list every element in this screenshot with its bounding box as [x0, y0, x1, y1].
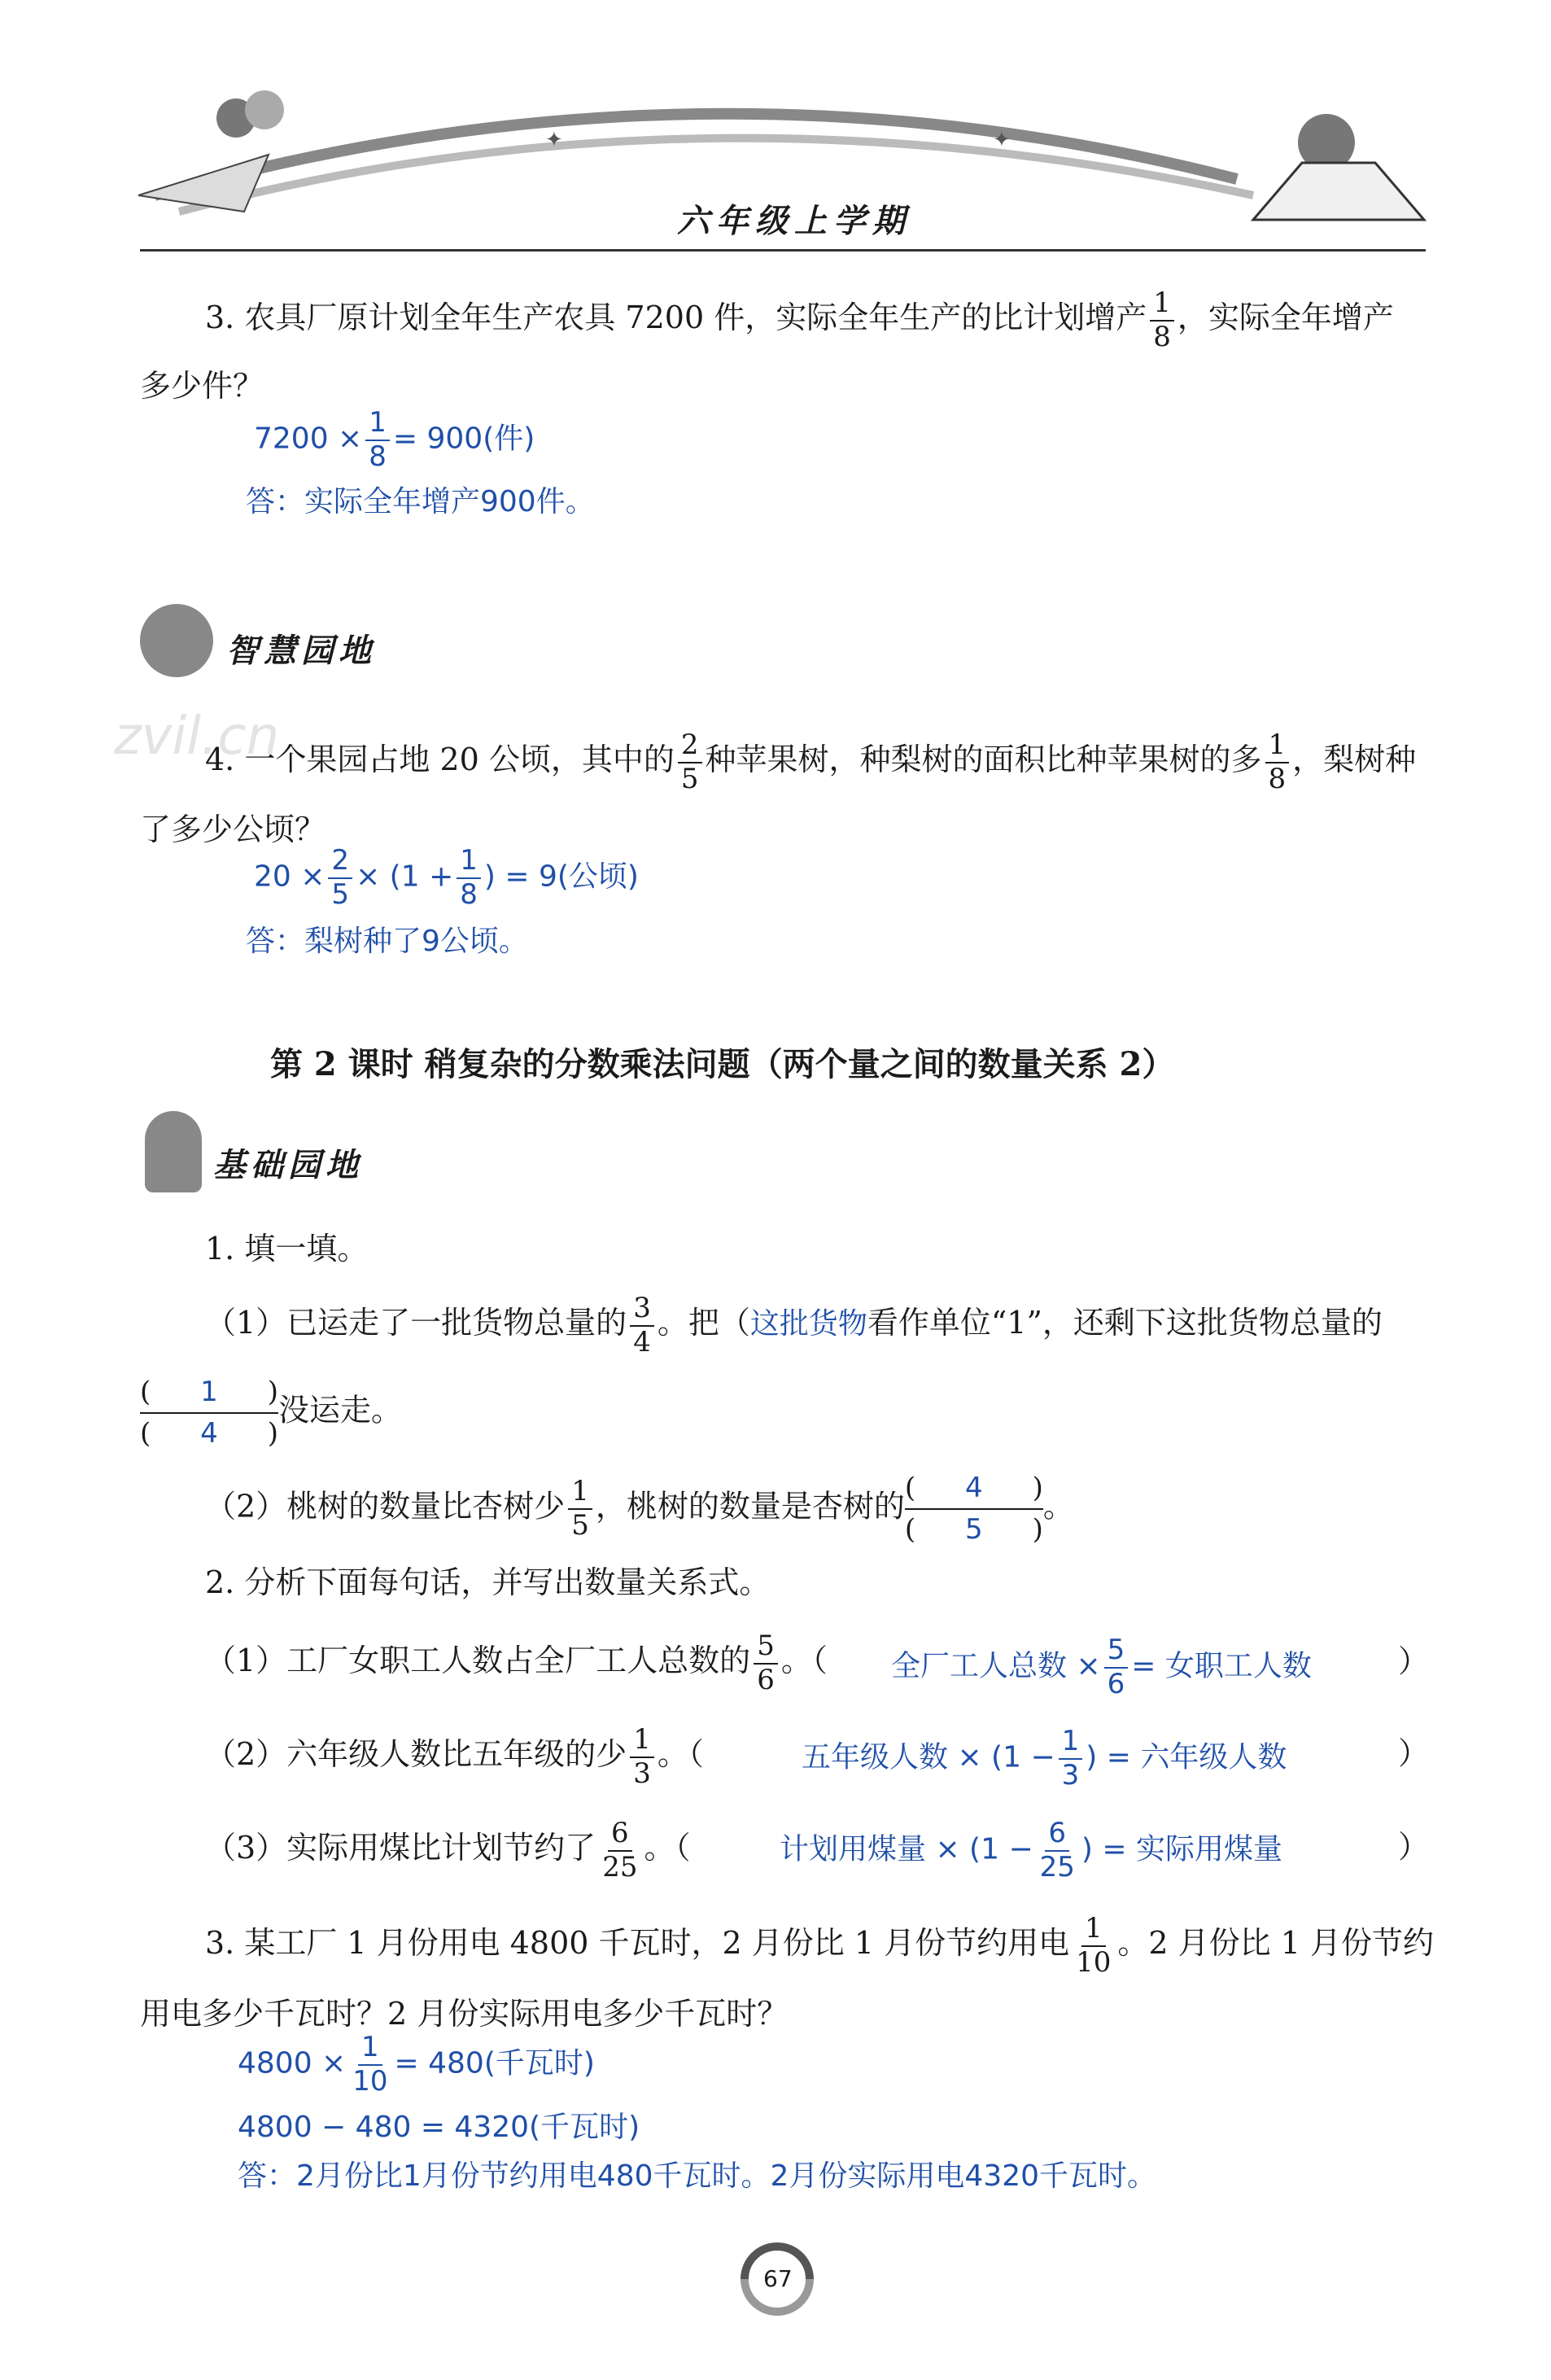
p2-r2-close: ）	[1398, 1735, 1430, 1771]
q4-calculation: 20 × $\frac{2}{5}$ × (1 + $\frac{1}{8}$ ) = 9(公顷)	[254, 844, 639, 911]
header-rule	[140, 249, 1426, 252]
boy-thinking-icon	[140, 604, 213, 677]
p2-r3-answer: 计划用煤量 × (1 − $\frac{6}{25}$ ) = 实际用煤量	[780, 1817, 1282, 1883]
p2-row-2: （2）六年级人数比五年级的少 $\frac{1}{3}$ 。（	[205, 1723, 704, 1790]
p3-calc-1: 4800 × $\frac{1}{10}$ = 480(千瓦时)	[238, 2031, 595, 2098]
q4-fraction-2: $\frac{1}{8}$	[1265, 731, 1290, 794]
p2-r1-answer-fraction: $\frac{5}{6}$	[1104, 1636, 1129, 1699]
paper-plane-icon	[138, 155, 269, 212]
p2-r3-answer-fraction: $\frac{6}{25}$	[1039, 1817, 1075, 1883]
q3-answer: 答：实际全年增产900件。	[246, 485, 595, 518]
p2-title: 2. 分析下面每句话，并写出数量关系式。	[205, 1564, 771, 1600]
p2-r3-fraction: $\frac{6}{25}$	[602, 1817, 638, 1883]
p1-title: 1. 填一填。	[205, 1231, 369, 1267]
q4-answer: 答：梨树种了9公顷。	[246, 925, 528, 958]
p1-item-2: （2）桃树的数量比杏树少 $\frac{1}{5}$ ，桃树的数量是杏树的 ( 4 ) ( 5 ) 。	[205, 1472, 1074, 1546]
page-number: 67	[763, 2265, 793, 2292]
p2-row-1: （1）工厂女职工人数占全厂工人总数的 $\frac{5}{6}$ 。（	[205, 1630, 828, 1696]
p3-answer: 答：2月份比1月份节约用电480千瓦时。2月份实际用电4320千瓦时。	[238, 2159, 1157, 2193]
jichu-section-label: 基础园地	[213, 1146, 363, 1184]
q4-calc-fraction-2: $\frac{1}{8}$	[457, 847, 481, 909]
p2-r1-close: ）	[1398, 1643, 1430, 1679]
star-icon: ✦	[545, 128, 563, 152]
boy-student-icon	[145, 1111, 202, 1192]
heart-balloon-icon-2	[245, 90, 284, 129]
question-4: 4. 一个果园占地 20 公顷，其中的 $\frac{2}{5}$ 种苹果树，种梨树的面积比种苹果树的多 $\frac{1}{8}$ ，梨树种	[205, 728, 1417, 795]
question-3	[205, 289, 1394, 352]
p1-item-1: （1）已运走了一批货物总量的 $\frac{3}{4}$ 。把（这批货物看作单位“1”，还剩下这批货物总量的	[205, 1292, 1383, 1358]
p1-s1-fraction: $\frac{3}{4}$	[630, 1294, 654, 1357]
watermark: zvil.cn	[114, 707, 280, 767]
question-p3: 3. 某工厂 1 月份用电 4800 千瓦时，2 月份比 1 月份节约用电 $\frac{1}{10}$ 。2 月份比 1 月份节约	[205, 1912, 1434, 1979]
p2-r1-fraction: $\frac{5}{6}$	[754, 1632, 778, 1695]
p1-item-1-cont	[140, 1376, 402, 1450]
p3-calc-2: 4800 − 480 = 4320(千瓦时)	[238, 2111, 640, 2144]
lesson-title: 第 2 课时 稍复杂的分数乘法问题（两个量之间的数量关系 2）	[270, 1045, 1175, 1083]
p2-r2-answer-fraction: $\frac{1}{3}$	[1059, 1727, 1083, 1790]
q3-text-3: 多少件？	[140, 368, 264, 404]
p3-fraction: $\frac{1}{10}$	[1076, 1912, 1112, 1979]
p3-calc-fraction: $\frac{1}{10}$	[352, 2031, 388, 2098]
p1-s1-answer-fraction: ( 1 ) ( 4 )	[140, 1376, 278, 1450]
q3-calc-fraction: $\frac{1}{8}$	[365, 409, 390, 471]
p2-r1-answer: 全厂工人总数 × $\frac{5}{6}$ = 女职工人数	[891, 1634, 1312, 1700]
page-header-title: 六年级上学期	[677, 202, 911, 240]
q4-calc-fraction-1: $\frac{2}{5}$	[328, 847, 352, 909]
p3-text-3: 用电多少千瓦时？2 月份实际用电多少千瓦时？	[140, 1996, 789, 2032]
q4-text-4: 了多少公顷？	[140, 812, 326, 847]
q3-fraction: $\frac{1}{8}$	[1150, 289, 1174, 352]
star-icon-2: ✦	[993, 128, 1011, 152]
zhihui-section-label: 智慧园地	[226, 632, 376, 670]
p2-r2-answer: 五年级人数 × (1 − $\frac{1}{3}$ ) = 六年级人数	[802, 1725, 1287, 1792]
p1-s2-answer-fraction: ( 4 ) ( 5 )	[904, 1472, 1043, 1546]
q4-fraction-1: $\frac{2}{5}$	[678, 731, 702, 794]
open-book-icon	[1253, 163, 1424, 220]
p2-r3-close: ）	[1398, 1829, 1430, 1865]
q3-text: 3. 农具厂原计划全年生产农具 7200 件，实际全年生产的比计划增产	[205, 300, 1147, 336]
p1-s2-fraction: $\frac{1}{5}$	[568, 1477, 592, 1540]
p2-row-3: （3）实际用煤比计划节约了 $\frac{6}{25}$ 。（	[205, 1817, 691, 1883]
p2-r2-fraction: $\frac{1}{3}$	[630, 1726, 654, 1788]
q3-calculation: 7200 × $\frac{1}{8}$ = 900(件)	[254, 406, 535, 473]
q3-text-2: ，实际全年增产	[1177, 300, 1394, 336]
p1-s1-text-d: 没运走。	[278, 1392, 403, 1428]
p1-s1-fill-answer: 这批货物	[749, 1307, 867, 1341]
